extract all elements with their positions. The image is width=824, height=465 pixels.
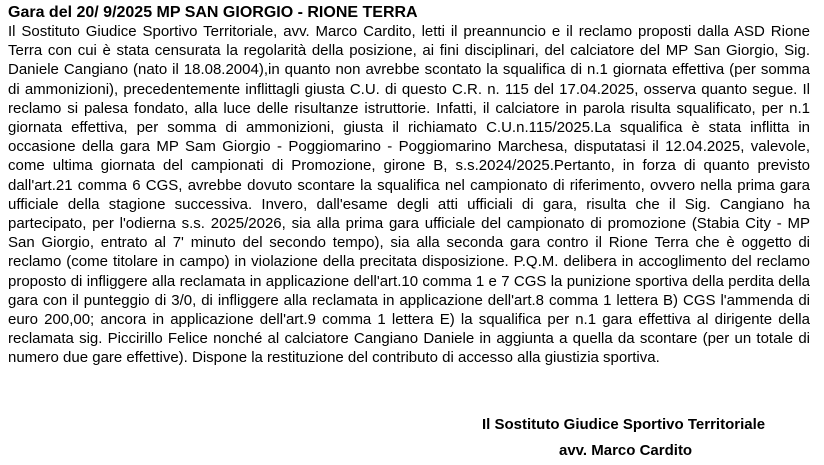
decision-document: [8, 3, 810, 368]
match-title: Gara del 20/ 9/2025 MP SAN GIORGIO - RIONE TERRA: [8, 4, 418, 21]
signature-role: Il Sostituto Giudice Sportivo Territoriale: [482, 416, 766, 433]
decision-body: Il Sostituto Giudice Sportivo Territoriale, avv. Marco Cardito, letti il preannuncio e il reclamo proposti dalla ASD Rione Terra con cui è stata censurata la regolarità della posizione, ai fini disciplinari, del calciatore del MP San Giorgio, Sig. Daniele Cangiano (nato il 18.08.2004),in quanto non avrebbe scontato la squalifica di n.1 giornata effettiva (per somma di ammonizioni), precedentemente inflittagli giusta C.U. di questo C.R. n. 115 del 17.04.2025, osserva quanto segue. Il reclamo si palesa fondato, alla luce delle risultanze istruttorie. Infatti, il calciatore in parola risulta squalificato, per n.1 giornata effettiva, per somma di ammonizioni, giusta il richiamato C.U.n.115/2025.La squalifica è stata inflitta in occasione della gara MP Sam Giorgio - Poggiomarino - Poggiomarino Marchesa, disputatasi il 12.04.2025, valevole, come ultima giornata del campionati di Promozione, girone B, s.s.2024/2025.Pertanto, in forza di quanto previsto dall'art.21 comma 6 CGS, avrebbe dovuto scontare la squalifica nel campionato di riferimento, ovvero nella prima gara ufficiale della stagione successiva. Invero, dall'esame degli atti ufficiali di gara, risulta che il Sig. Cangiano ha partecipato, per l'odierna s.s. 2025/2026, sia alla prima gara ufficiale del campionato di promozione (Stabia City - MP San Giorgio, entrato al 7' minuto del secondo tempo), sia alla seconda gara contro il Rione Terra che è oggetto di reclamo (come titolare in campo) in violazione della precitata disposizione. P.Q.M. delibera in accoglimento del reclamo proposto di infliggere alla reclamata in applicazione dell'art.10 comma 1 e 7 CGS la punizione sportiva della perdita della gara con il punteggio di 3/0, di infliggere alla reclamata in applicazione dell'art.8 comma 1 lettera B) CGS l'ammenda di euro 200,00; ancora in applicazione dell'art.9 comma 1 lettera E) la squalifica per n.1 gara effettiva al dirigente della reclamata sig. Piccirillo Felice nonché al calciatore Cangiano Daniele in aggiunta a quella da scontare (per un totale di numero due gare effettive). Dispone la restituzione del contributo di accesso alla giustizia sportiva.: [8, 23, 810, 367]
signature-name: avv. Marco Cardito: [559, 442, 693, 459]
